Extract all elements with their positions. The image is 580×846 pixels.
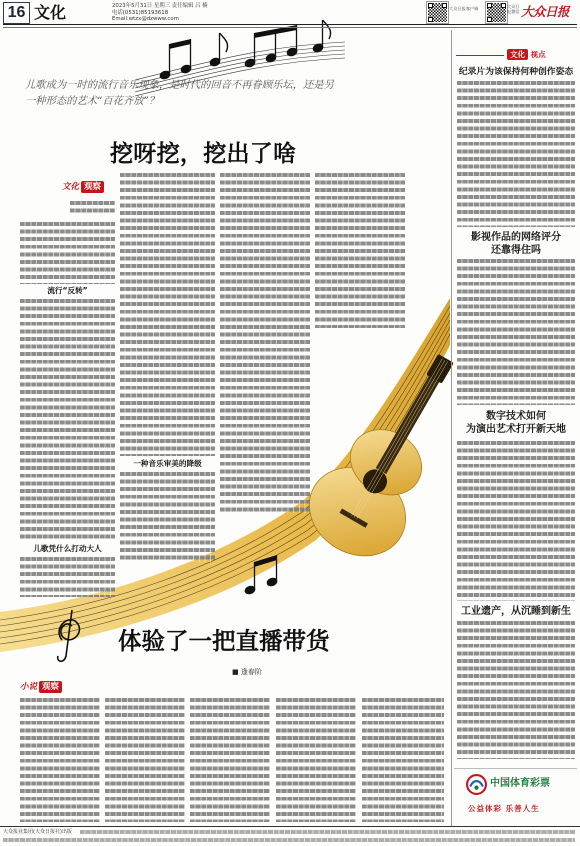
body-text-block	[362, 698, 444, 822]
body-text-block	[457, 259, 575, 405]
column-label-tag: 视点	[530, 50, 546, 59]
header-info	[112, 3, 282, 23]
lottery-logo-icon	[466, 774, 487, 795]
author-byline: ■ 逢春阶	[232, 668, 262, 676]
ad-brand: 中国体育彩票	[490, 778, 550, 789]
header-rule	[3, 24, 577, 25]
qr-code	[427, 2, 448, 23]
top-music-notes	[159, 20, 331, 80]
body-text-block	[457, 81, 575, 227]
logo-ring	[467, 775, 486, 794]
subhead: 流行“反转”	[47, 286, 88, 295]
body-text-block	[20, 557, 115, 597]
subhead: 一种音乐审美的降级	[133, 459, 202, 468]
newspaper-logo: 大众日报	[521, 4, 570, 19]
body-text-block	[220, 173, 310, 513]
lead-headline: 挖呀挖，挖出了啥	[110, 141, 297, 167]
column-label	[62, 181, 104, 193]
note-beam	[169, 39, 191, 49]
phone-line: 电话(0531)85193618	[112, 9, 169, 16]
body-text-block	[120, 173, 215, 456]
column-label	[20, 681, 62, 693]
headline-line: 还靠得住吗	[491, 245, 541, 256]
qr-code	[486, 2, 507, 23]
column-label-tag: 观察	[39, 681, 62, 693]
body-text-block	[120, 472, 215, 562]
sidebar-label-rule	[456, 55, 504, 56]
footer-rule	[0, 826, 580, 827]
body-text-block	[190, 698, 270, 822]
quote-line: 儿歌成为一时的流行音乐现象，是时代的回音不再眷顾乐坛，还是另	[25, 79, 334, 91]
body-text-block	[20, 299, 115, 541]
logo-dot	[474, 786, 478, 790]
body-text-block	[315, 173, 405, 328]
quote-line: 一种形态的艺术“百花齐放”？	[25, 95, 160, 107]
column-divider	[451, 30, 452, 826]
email-line: Email:wtzx@dzwww.com	[112, 16, 179, 23]
ad-slogan: 公益体彩 乐善人生	[468, 804, 540, 813]
header-rule-thin	[3, 27, 577, 28]
headline-line: 纪录片为该保持何种创作姿态	[458, 67, 574, 77]
headline-line: 影视作品的网络评分	[471, 232, 561, 243]
headline-line: 数字技术如何	[486, 411, 546, 422]
body-text-block	[457, 441, 575, 601]
column-label-prefix: 小说	[20, 682, 38, 692]
column-label-prefix: 文化	[62, 182, 80, 192]
sidebar-headline	[455, 231, 577, 257]
body-text-block	[105, 698, 185, 822]
sidebar-headline	[455, 605, 577, 618]
body-text-block	[20, 222, 115, 284]
sidebar-column-label	[507, 49, 546, 60]
date-line: 2023年5月31日 星期三 责任编辑 吕 楠	[112, 3, 208, 9]
column-label-prefix: 文化	[507, 49, 528, 60]
footer-text-block	[3, 838, 575, 843]
sidebar-headline	[455, 66, 577, 78]
byline	[70, 201, 115, 215]
note-flag	[323, 20, 331, 39]
sidebar-headline	[455, 410, 577, 436]
note-flag	[220, 33, 228, 52]
body-text-block	[457, 621, 575, 759]
body-text-block	[20, 698, 100, 822]
section-title: 文化	[34, 3, 67, 22]
headline-line: 工业遗产，从沉睡到新生	[461, 606, 571, 617]
body-text-block	[276, 698, 356, 822]
qr-label: 大众日报微信	[507, 4, 520, 15]
headline-line: 为演出艺术打开新天地	[466, 424, 566, 435]
subhead: 儿歌凭什么打动大人	[33, 544, 102, 553]
second-headline: 体验了一把直播带货	[118, 627, 330, 655]
footer-publisher: 大众报业集团(大众日报社)出版	[3, 829, 72, 835]
qr-label: 大众日报客户端	[449, 6, 479, 11]
lead-quote	[25, 77, 355, 109]
footer-text-block	[80, 830, 575, 835]
column-label-tag: 观察	[81, 181, 104, 193]
page-number: 16	[3, 2, 30, 24]
